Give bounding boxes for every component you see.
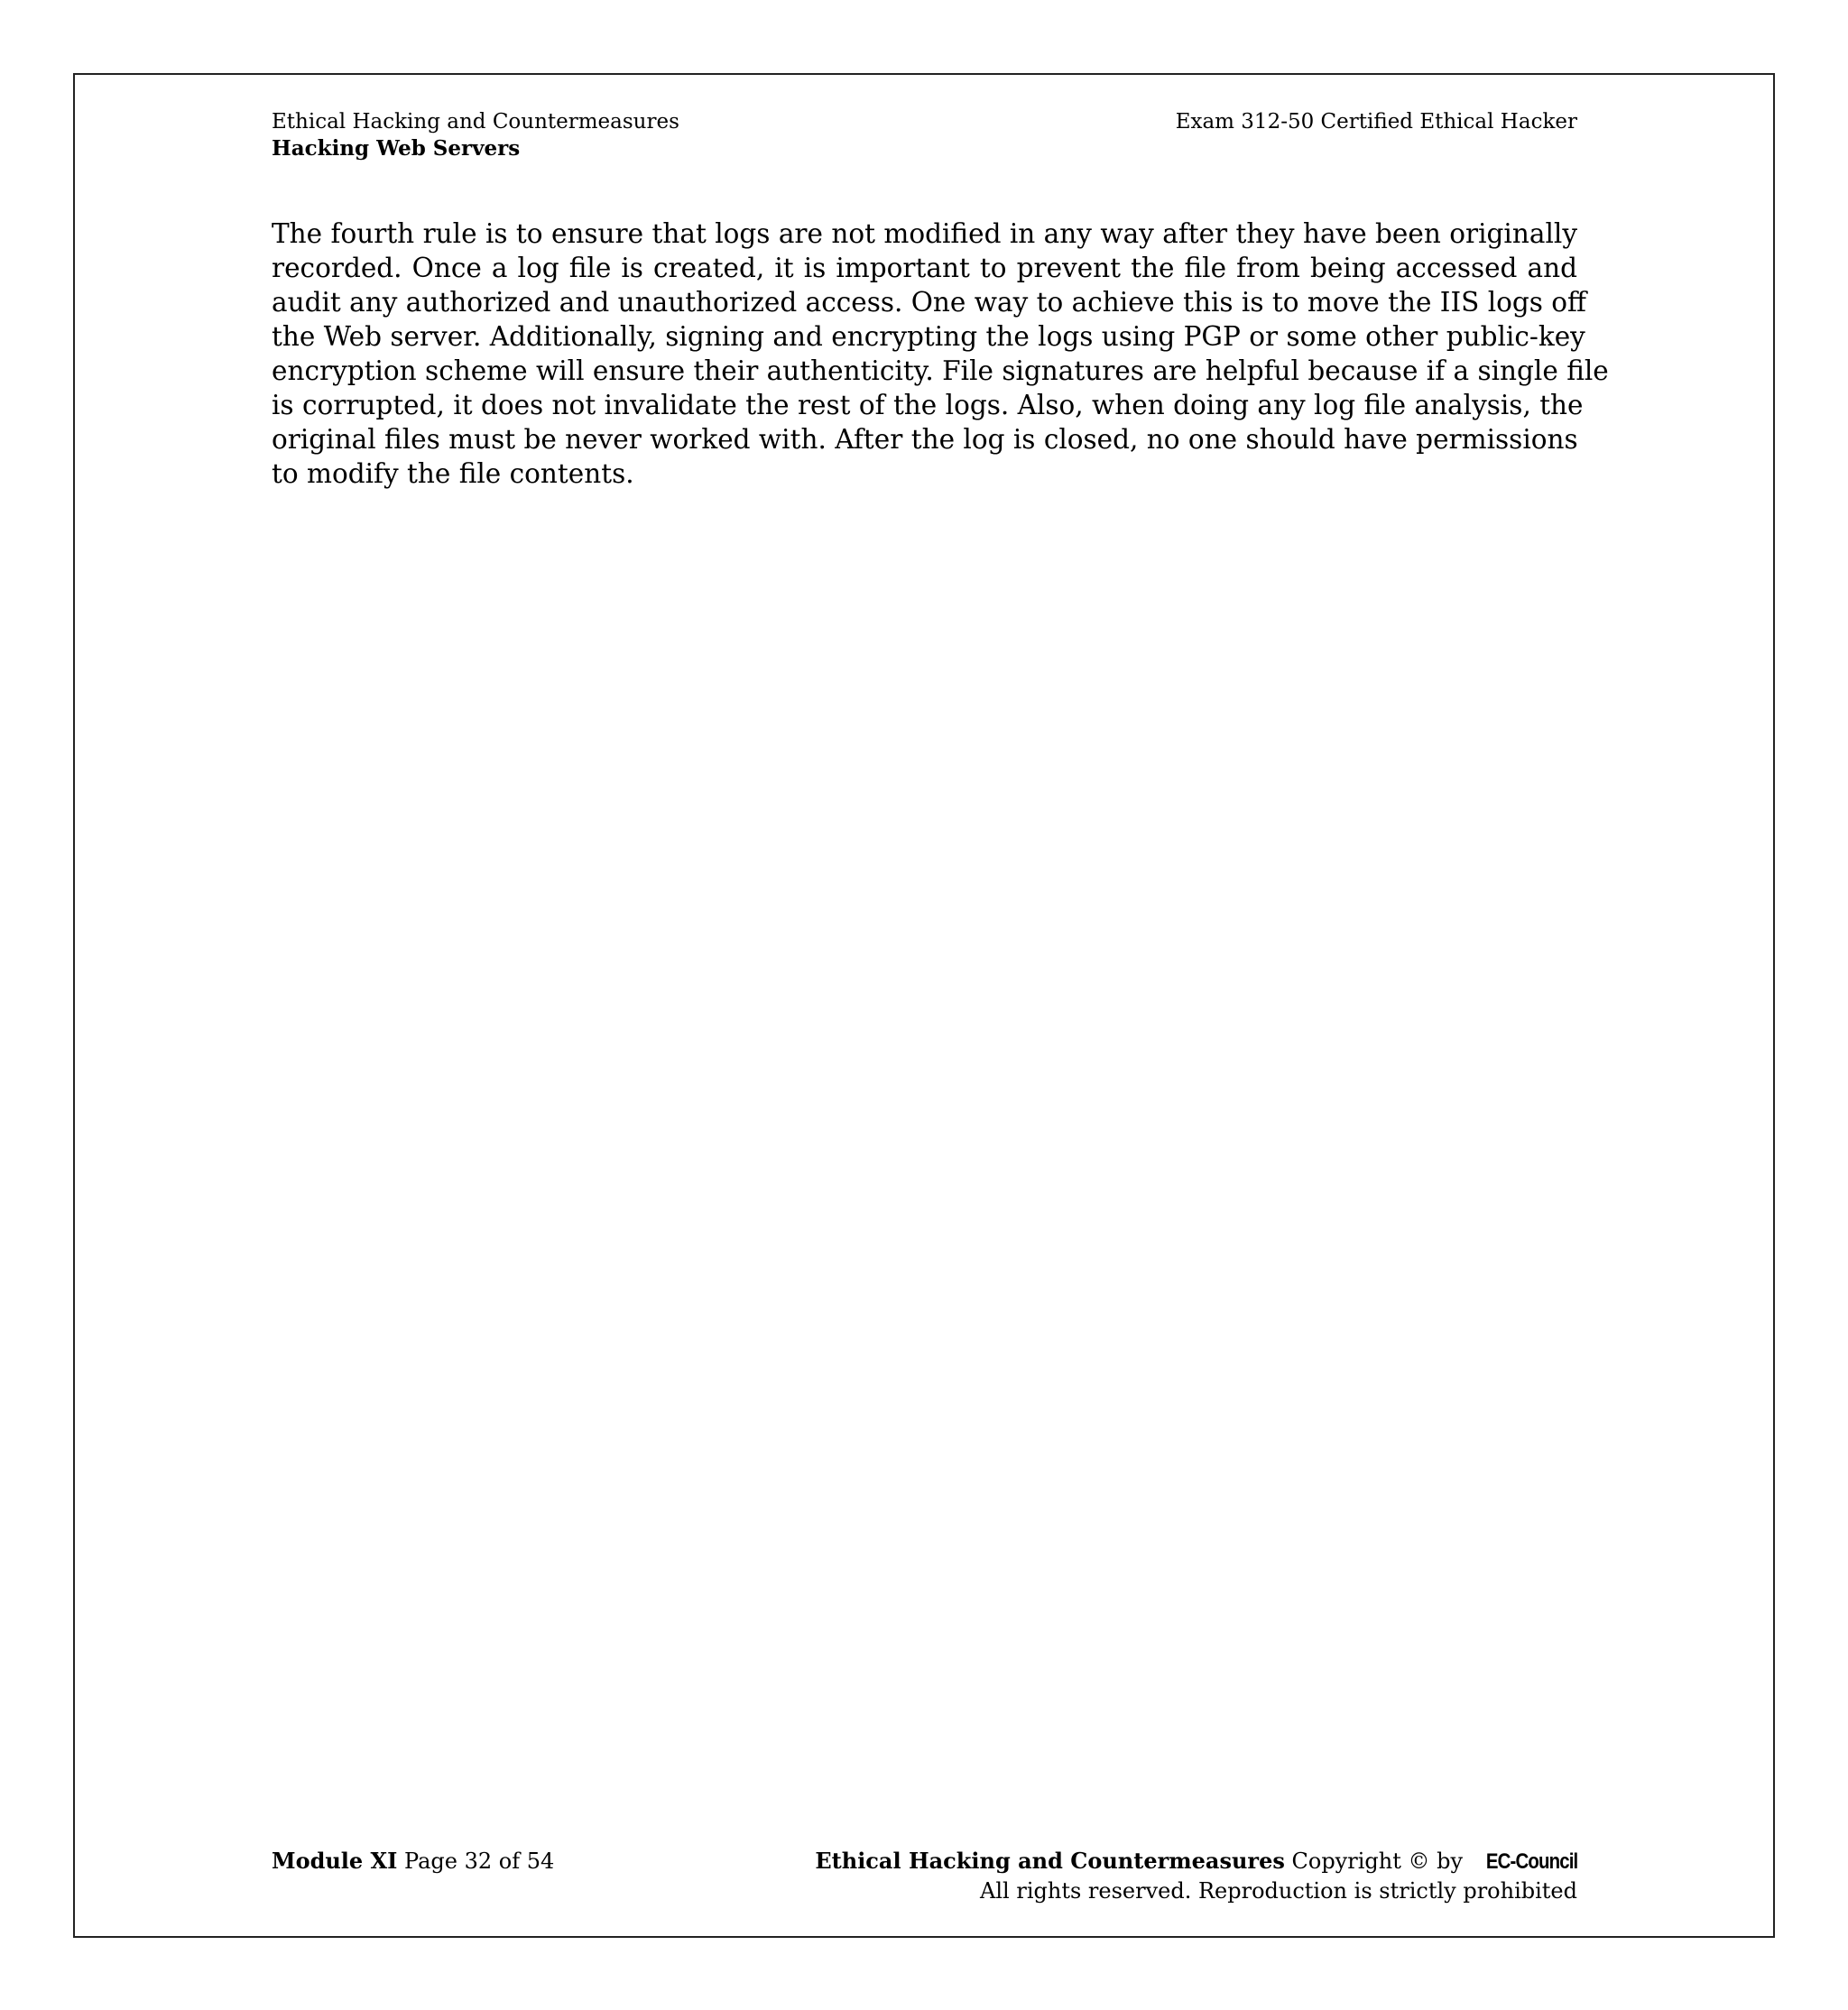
footer-page: Page 32 of 54	[404, 1849, 555, 1874]
body-line: is corrupted, it does not invalidate the rest of the logs. Also, when doing any log file analysis, the	[272, 390, 1584, 420]
footer-right	[272, 1847, 1577, 1905]
footer-course: Ethical Hacking and Countermeasures	[815, 1848, 1285, 1874]
body-line: to modify the file contents.	[272, 458, 634, 489]
footer-copyright: Copyright © by	[1291, 1849, 1464, 1874]
body-line: recorded. Once a log file is created, it is important to prevent the file from being accessed and	[272, 253, 1577, 283]
header-exam: Exam 312-50 Certified Ethical Hacker	[1175, 110, 1577, 134]
ec-council-logo: EC-Council	[1485, 1849, 1577, 1874]
body-line: The fourth rule is to ensure that logs are not modified in any way after they have been originally	[272, 218, 1577, 249]
body-paragraph	[272, 217, 1609, 491]
footer-module: Module XI	[272, 1848, 398, 1874]
body-line: audit any authorized and unauthorized access. One way to achieve this is to move the IIS logs off	[272, 287, 1587, 318]
header-course: Ethical Hacking and Countermeasures	[272, 110, 679, 134]
header-module-title: Hacking Web Servers	[272, 136, 521, 161]
body-line: encryption scheme will ensure their authenticity. File signatures are helpful because if a single file	[272, 355, 1609, 386]
body-line: the Web server. Additionally, signing and encrypting the logs using PGP or some other public-key	[272, 321, 1585, 352]
footer-rights: All rights reserved. Reproduction is strictly prohibited	[980, 1878, 1577, 1904]
body-line: original files must be never worked with. After the log is closed, no one should have permissions	[272, 424, 1578, 455]
